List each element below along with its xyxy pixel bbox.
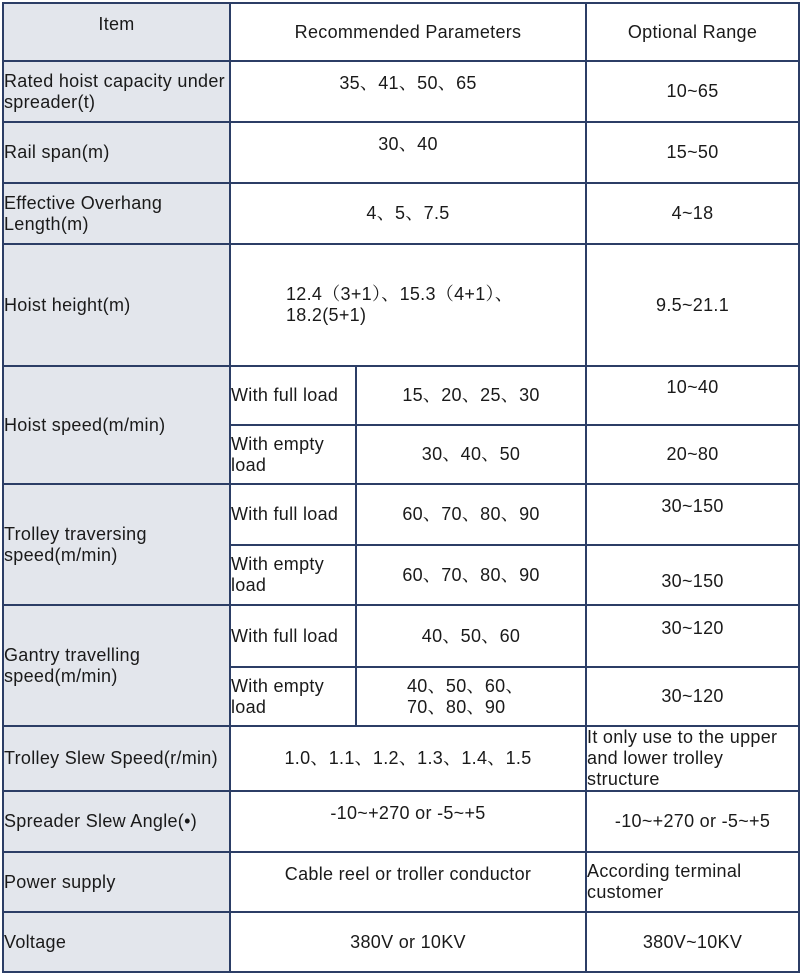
table-row (3, 244, 799, 366)
table-row (3, 183, 799, 244)
optional-value: It only use to the upper and lower trolley structure (586, 726, 799, 791)
row-label: Power supply (3, 852, 230, 912)
table-row (3, 605, 799, 667)
row-label: Hoist speed(m/min) (3, 366, 230, 484)
recommended-value: 4、5、7.5 (230, 183, 586, 244)
recommended-value: 30、40、50 (356, 425, 586, 484)
recommended-value: 35、41、50、65 (230, 61, 586, 122)
row-label: Rail span(m) (3, 122, 230, 183)
header-optional: Optional Range (586, 3, 799, 61)
row-label: Rated hoist capacity under spreader(t) (3, 61, 230, 122)
row-label: Effective Overhang Length(m) (3, 183, 230, 244)
recommended-value: 15、20、25、30 (356, 366, 586, 425)
sub-label-empty-load: With empty load (230, 425, 356, 484)
recommended-value: 40、50、60 (356, 605, 586, 667)
table-row (3, 912, 799, 972)
row-label: Spreader Slew Angle(•) (3, 791, 230, 852)
recommended-value: 380V or 10KV (230, 912, 586, 972)
optional-value: 10~40 (586, 366, 799, 425)
table-row (3, 852, 799, 912)
table-row (3, 726, 799, 791)
optional-value: 4~18 (586, 183, 799, 244)
table-row (3, 791, 799, 852)
recommended-value: 60、70、80、90 (356, 484, 586, 545)
recommended-value: Cable reel or troller conductor (230, 852, 586, 912)
optional-value: 20~80 (586, 425, 799, 484)
table-row (3, 122, 799, 183)
optional-value: According terminal customer (586, 852, 799, 912)
sub-label-full-load: With full load (230, 484, 356, 545)
row-label: Trolley Slew Speed(r/min) (3, 726, 230, 791)
sub-label-full-load: With full load (230, 605, 356, 667)
recommended-value: 12.4（3+1）、15.3（4+1）、18.2(5+1) (230, 244, 586, 366)
sub-label-empty-load: With empty load (230, 545, 356, 605)
table-row (3, 61, 799, 122)
optional-value: 30~150 (586, 484, 799, 545)
optional-value: 15~50 (586, 122, 799, 183)
row-label: Gantry travelling speed(m/min) (3, 605, 230, 726)
recommended-value: 1.0、1.1、1.2、1.3、1.4、1.5 (230, 726, 586, 791)
header-item: Item (3, 3, 230, 61)
header-row (3, 3, 799, 61)
sub-label-empty-load: With empty load (230, 667, 356, 726)
row-label: Voltage (3, 912, 230, 972)
sub-label-full-load: With full load (230, 366, 356, 425)
row-label: Hoist height(m) (3, 244, 230, 366)
recommended-value: 30、40 (230, 122, 586, 183)
table-row (3, 484, 799, 545)
optional-value: 30~120 (586, 605, 799, 667)
optional-value: 9.5~21.1 (586, 244, 799, 366)
optional-value: 30~150 (586, 545, 799, 605)
recommended-value: 40、50、60、70、80、90 (356, 667, 586, 726)
optional-value: 10~65 (586, 61, 799, 122)
row-label: Trolley traversing speed(m/min) (3, 484, 230, 605)
recommended-value: 60、70、80、90 (356, 545, 586, 605)
recommended-value: -10~+270 or -5~+5 (230, 791, 586, 852)
optional-value: 30~120 (586, 667, 799, 726)
optional-value: 380V~10KV (586, 912, 799, 972)
optional-value: -10~+270 or -5~+5 (586, 791, 799, 852)
table-row (3, 366, 799, 425)
spec-table (2, 2, 800, 973)
header-recommended: Recommended Parameters (230, 3, 586, 61)
